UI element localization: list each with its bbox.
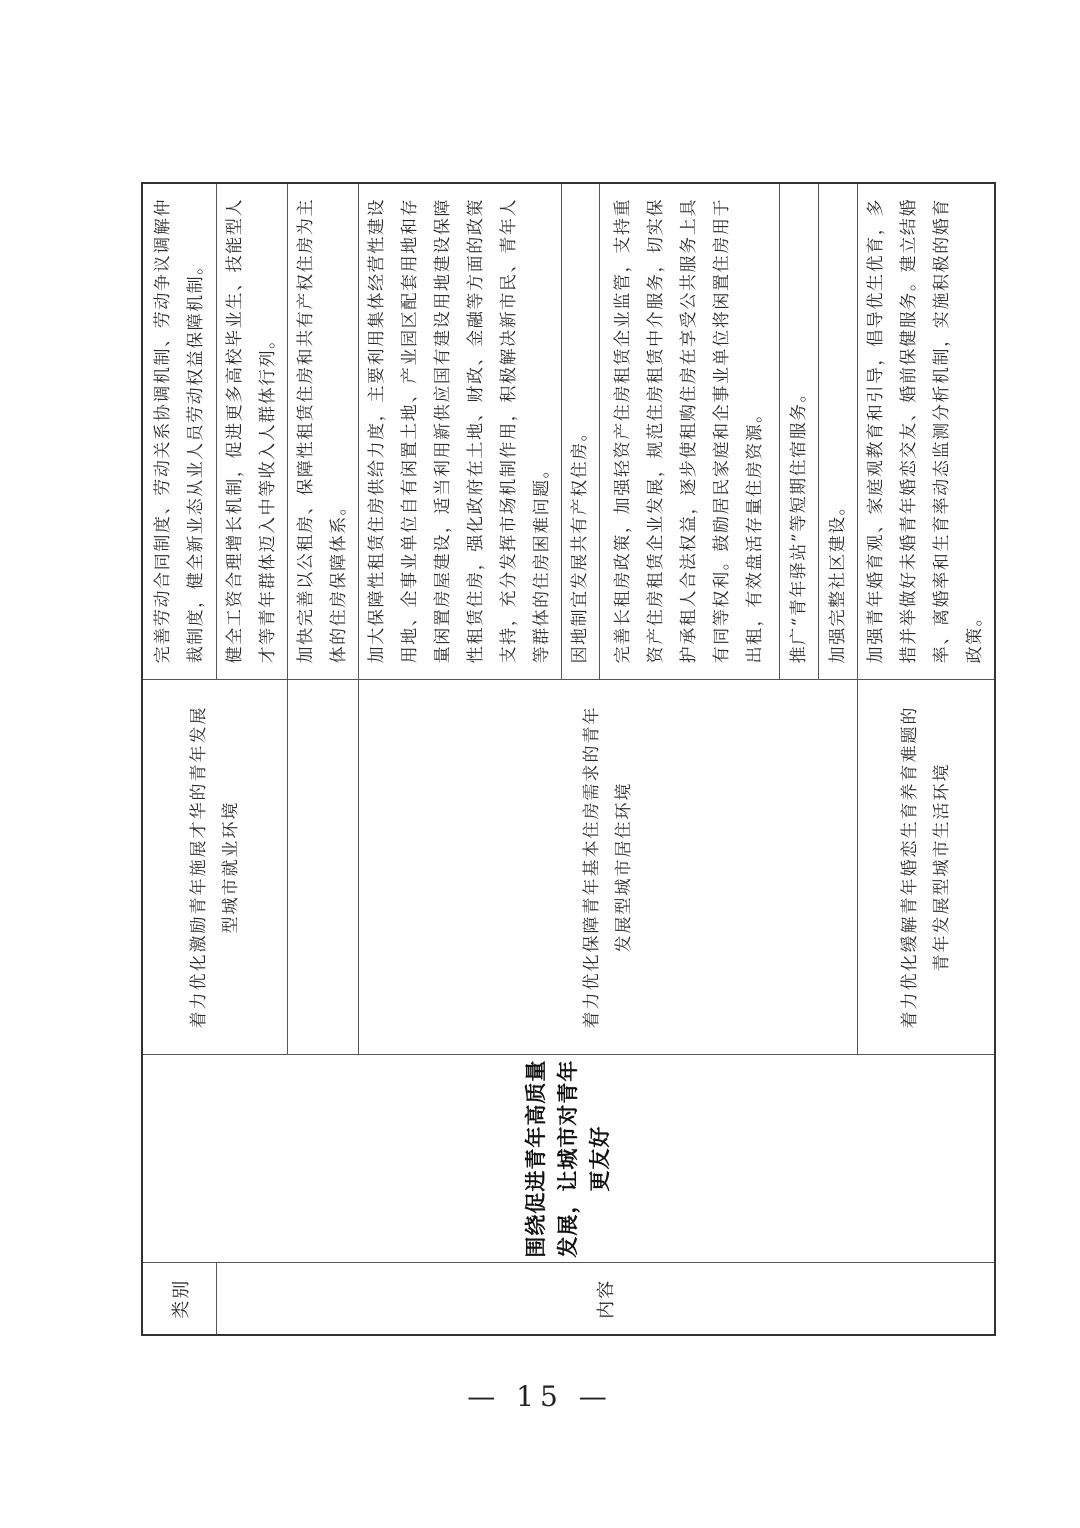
standard-cell: [217, 183, 288, 680]
work-standard-table: [141, 182, 996, 1336]
standard-cell: [359, 183, 562, 680]
content-cell-housing: [359, 680, 858, 1054]
standard-cell: [858, 183, 995, 680]
standard-cell: [562, 183, 600, 680]
standard-cell: [819, 183, 858, 680]
page-number: — 15 —: [467, 1380, 613, 1413]
content-text: 着力优化激励青年施展才华的青年发展型城市就业环境: [189, 705, 241, 1029]
standard-text: 加强青年婚育观、家庭观教育和引导，倡导优生优育，多措并举做好未婚青年婚恋交友、婚前保健服务。建立结婚率、离婚率和生育率动态监测分析机制，实施积极的婚育政策。: [866, 198, 985, 664]
standard-text: 加快完善以公租房、保障性租赁住房和共有产权住房为主体的住房保障体系。: [296, 198, 349, 664]
content-text: 着力优化保障青年基本住房需求的青年发展型城市居住环境: [582, 705, 634, 1029]
header-content: 内容: [217, 1263, 995, 1335]
standard-cell: [142, 183, 217, 680]
category-text: 围绕促进青年高质量发展，让城市对青年更友好: [524, 1059, 613, 1258]
standard-text: 因地制宜发展共有产权住房。: [570, 422, 590, 664]
content-cell-blank: [288, 680, 359, 1054]
category-cell: [142, 1054, 995, 1263]
standard-text: 健全工资合理增长机制，促进更多高校毕业生、技能型人才等青年群体迈入中等收入人群体行列。: [225, 198, 278, 664]
standard-text: 完善劳动合同制度、劳动关系协调机制、劳动争议调解仲裁制度，健全新业态从业人员劳动权益保障机制。: [152, 198, 206, 664]
standard-text: 加强完整社区建设。: [827, 496, 848, 664]
standard-text: 完善长租房政策，加强轻资产住房租赁企业监管，支持重资产住房租赁企业发展，规范住房租赁中介服务，切实保护承租人合法权益，逐步使租购住房在享受公共服务上具有同等权利。鼓励居民家庭和企事业单位将闲置住房用于出租，有效盘活存量住房资源。: [613, 198, 765, 664]
rotated-table-page: [141, 182, 985, 1336]
header-category: 类别: [142, 1263, 217, 1335]
standard-cell: [600, 183, 780, 680]
content-text: 着力优化缓解青年婚恋生育养育难题的青年发展型城市生活环境: [900, 705, 952, 1029]
standard-text: 加大保障性租赁住房供给力度，主要利用集体经营性建设用地、企事业单位自有闲置土地、产业园区配套用地和存量闲置房屋建设，适当利用新供应国有建设用地建设保障性租赁住房，强化政府在土地、财政、金融等方面的政策支持，充分发挥市场机制作用，积极解决新市民、青年人等群体的住房困难问题。: [367, 198, 552, 664]
standard-cell: [288, 183, 359, 680]
content-cell-employment: [142, 680, 288, 1054]
standard-text: 推广“青年驿站”等短期住宿服务。: [788, 383, 809, 664]
content-cell-marriage: [858, 680, 995, 1054]
standard-cell: [780, 183, 819, 680]
